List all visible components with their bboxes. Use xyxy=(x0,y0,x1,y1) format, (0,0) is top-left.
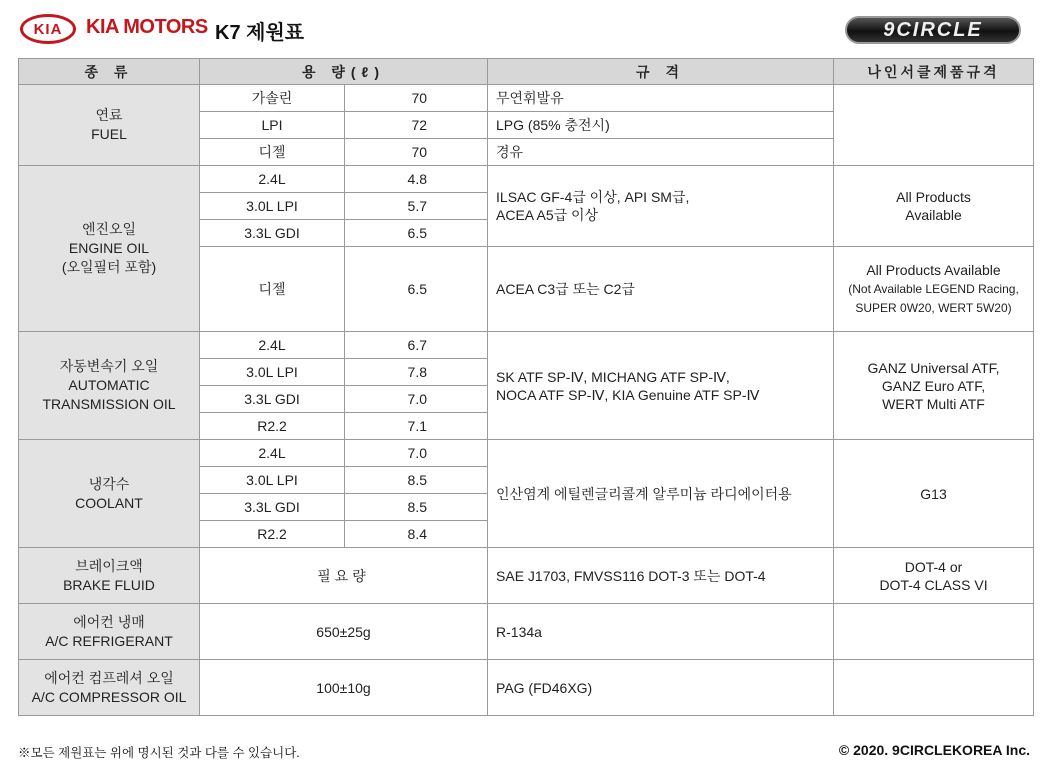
sub-type: 3.3L GDI xyxy=(200,386,345,413)
category-name-en: AUTOMATIC xyxy=(68,377,150,393)
category-brake-fluid xyxy=(19,548,200,604)
brand-name: KIA MOTORS xyxy=(86,16,208,38)
spec-line: NOCA ATF SP-Ⅳ, KIA Genuine ATF SP-Ⅳ xyxy=(496,386,760,403)
category-name-ko: 브레이크액 xyxy=(75,557,143,574)
category-note: (오일필터 포함) xyxy=(61,259,157,275)
copyright: © 2020. 9CIRCLEKOREA Inc. xyxy=(838,742,1030,758)
spec-line: SK ATF SP-Ⅳ, MICHANG ATF SP-Ⅳ, xyxy=(496,368,730,385)
category-name-en: BRAKE FLUID xyxy=(63,576,155,593)
product-line: All Products Available xyxy=(866,262,1001,278)
spec-value: SAE J1703, FMVSS116 DOT-3 또는 DOT-4 xyxy=(488,548,834,604)
kia-logo: KIA xyxy=(20,14,76,44)
sub-type: R2.2 xyxy=(200,413,345,440)
table-row xyxy=(19,332,1034,359)
col-header-spec: 규 격 xyxy=(488,59,834,85)
category-name-en: A/C COMPRESSOR OIL xyxy=(31,688,187,705)
capacity-value: 70 xyxy=(345,139,488,166)
category-name-en: COOLANT xyxy=(75,494,143,511)
spec-value: ACEA C3급 또는 C2급 xyxy=(488,247,834,332)
sub-type: 3.0L LPI xyxy=(200,193,345,220)
category-name-en: ENGINE OIL xyxy=(68,240,150,256)
category-name-ko: 자동변속기 오일 xyxy=(59,358,159,374)
sub-type: 가솔린 xyxy=(200,85,345,112)
product-line: DOT-4 or xyxy=(904,558,963,575)
capacity-value: 6.5 xyxy=(345,247,488,332)
product-line: GANZ Universal ATF, xyxy=(867,359,1000,376)
category-atf xyxy=(19,332,200,440)
footnote: ※모든 제원표는 위에 명시된 것과 다를 수 있습니다. xyxy=(18,746,300,760)
table-row xyxy=(19,440,1034,467)
category-name-en: FUEL xyxy=(91,126,127,142)
category-compressor-oil xyxy=(19,660,200,716)
capacity-value: 72 xyxy=(345,112,488,139)
category-coolant xyxy=(19,440,200,548)
category-engine-oil xyxy=(19,166,200,332)
capacity-value: 7.1 xyxy=(345,413,488,440)
capacity-value: 필요량 xyxy=(200,548,488,604)
sub-type: 3.3L GDI xyxy=(200,220,345,247)
table-header-row xyxy=(19,59,1034,85)
spec-value: 인산염계 에틸렌글리콜계 알루미늄 라디에이터용 xyxy=(488,440,834,548)
spec-line: ILSAC GF-4급 이상, API SM급, xyxy=(496,189,690,205)
table-row xyxy=(19,548,1034,604)
product-line: WERT Multi ATF xyxy=(882,395,985,412)
spec-value: 무연휘발유 xyxy=(488,85,834,112)
product-value xyxy=(834,247,1034,332)
product-line: All Products xyxy=(896,189,971,205)
product-line xyxy=(840,298,1027,317)
sub-type: 디젤 xyxy=(200,139,345,166)
ninecircle-logo: 9CIRCLE xyxy=(845,16,1021,44)
spec-value: 경유 xyxy=(488,139,834,166)
category-name-en: TRANSMISSION OIL xyxy=(42,396,176,412)
product-line xyxy=(840,279,1027,298)
spec-line: ACEA A5급 이상 xyxy=(496,207,599,223)
capacity-value: 5.7 xyxy=(345,193,488,220)
category-name-ko: 에어컨 냉매 xyxy=(73,613,145,630)
sub-type: LPI xyxy=(200,112,345,139)
category-name-ko: 냉각수 xyxy=(88,475,130,492)
capacity-value: 8.5 xyxy=(345,467,488,494)
page-header xyxy=(0,0,1050,58)
capacity-value: 7.0 xyxy=(345,440,488,467)
capacity-value: 100±10g xyxy=(200,660,488,716)
sub-type: 3.0L LPI xyxy=(200,467,345,494)
product-value xyxy=(834,548,1034,604)
sub-type: 2.4L xyxy=(200,332,345,359)
table-row xyxy=(19,660,1034,716)
table-row xyxy=(19,604,1034,660)
spec-value xyxy=(488,166,834,247)
page-title: K7 제원표 xyxy=(215,22,305,44)
col-header-capacity: 용 량(ℓ) xyxy=(200,59,488,85)
capacity-value: 6.5 xyxy=(345,220,488,247)
category-name-ko: 에어컨 컴프레셔 오일 xyxy=(44,669,174,686)
col-header-product: 나인서클제품규격 xyxy=(834,59,1034,85)
spec-table xyxy=(18,58,1034,716)
product-value xyxy=(834,332,1034,440)
category-fuel xyxy=(19,85,200,166)
product-line: DOT-4 CLASS VI xyxy=(879,576,988,593)
sub-type: 2.4L xyxy=(200,440,345,467)
category-name-ko: 엔진오일 xyxy=(81,221,137,237)
product-line: Available xyxy=(905,207,962,223)
sub-type: R2.2 xyxy=(200,521,345,548)
table-row xyxy=(19,166,1034,193)
capacity-value: 7.8 xyxy=(345,359,488,386)
spec-value: R-134a xyxy=(488,604,834,660)
product-value xyxy=(834,166,1034,247)
table-row xyxy=(19,85,1034,112)
sub-type: 2.4L xyxy=(200,166,345,193)
sub-type: 디젤 xyxy=(200,247,345,332)
product-value: G13 xyxy=(834,440,1034,548)
product-value xyxy=(834,604,1034,660)
product-value xyxy=(834,660,1034,716)
product-note: SUPER 0W20, WERT 5W20) xyxy=(855,301,1012,315)
capacity-value: 6.7 xyxy=(345,332,488,359)
spec-value: PAG (FD46XG) xyxy=(488,660,834,716)
category-name-ko: 연료 xyxy=(95,107,123,123)
col-header-type: 종 류 xyxy=(19,59,200,85)
sub-type: 3.0L LPI xyxy=(200,359,345,386)
capacity-value: 70 xyxy=(345,85,488,112)
sub-type: 3.3L GDI xyxy=(200,494,345,521)
product-note: (Not Available LEGEND Racing, xyxy=(848,282,1019,296)
capacity-value: 650±25g xyxy=(200,604,488,660)
capacity-value: 8.5 xyxy=(345,494,488,521)
category-name-en: A/C REFRIGERANT xyxy=(45,632,173,649)
category-refrigerant xyxy=(19,604,200,660)
capacity-value: 7.0 xyxy=(345,386,488,413)
spec-value: LPG (85% 충전시) xyxy=(488,112,834,139)
product-line: GANZ Euro ATF, xyxy=(881,377,986,394)
product-value xyxy=(834,85,1034,166)
capacity-value: 8.4 xyxy=(345,521,488,548)
capacity-value: 4.8 xyxy=(345,166,488,193)
spec-value xyxy=(488,332,834,440)
